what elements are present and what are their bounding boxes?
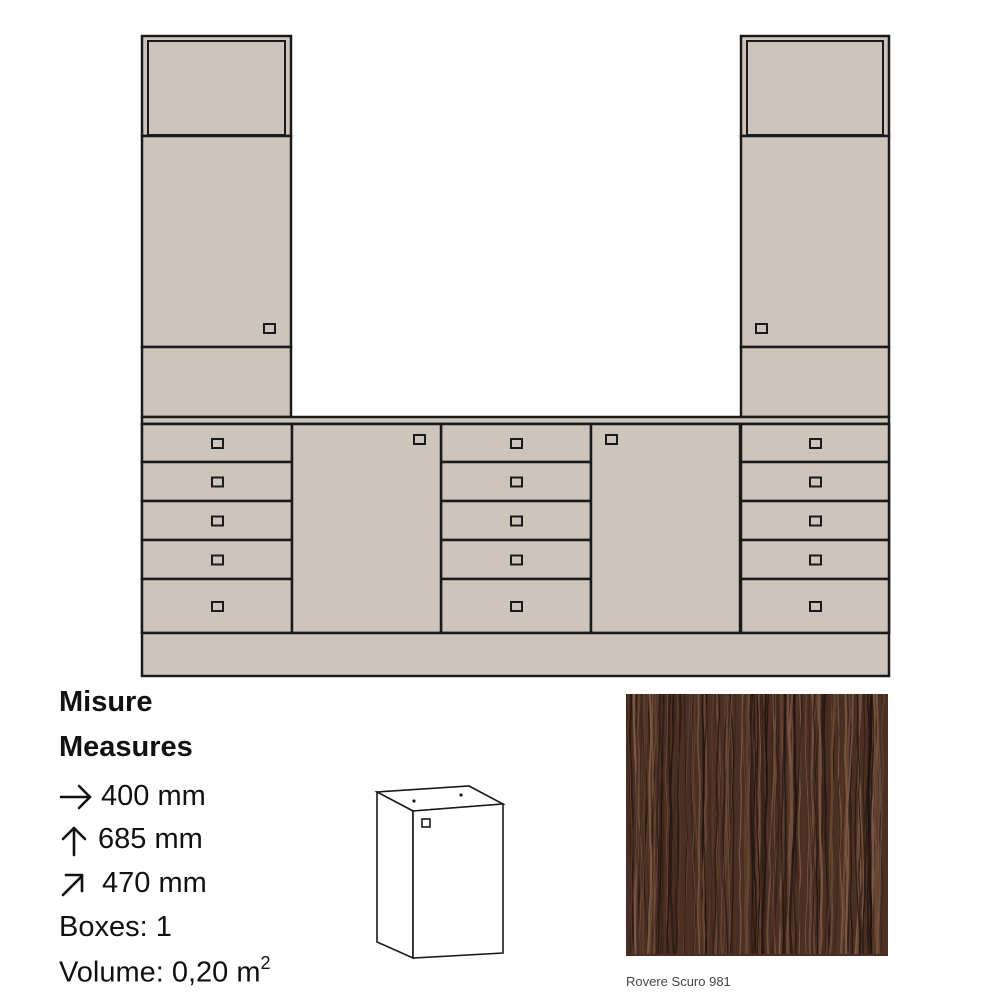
drawer-front (142, 540, 292, 579)
left-tall-column (142, 36, 291, 417)
base-units (142, 424, 889, 633)
drawer-front (142, 462, 292, 501)
arrow-right-icon (61, 786, 90, 808)
cabinet-thumbnail (377, 786, 503, 958)
drawer-front (142, 501, 292, 540)
height-value: 685 mm (98, 823, 203, 855)
boxes-value: Boxes: 1 (59, 911, 172, 943)
finish-swatch (626, 694, 888, 956)
plinth (142, 633, 889, 676)
arrow-up-right-icon (63, 875, 82, 895)
drawer-front (441, 501, 591, 540)
base-door-right (591, 424, 740, 633)
drawer-front (441, 540, 591, 579)
drawer-front (142, 424, 292, 462)
drawer-front (741, 462, 889, 501)
drawer-front (741, 501, 889, 540)
drawer-front (741, 579, 889, 633)
right-tall-column (741, 36, 889, 417)
drawer-front (142, 579, 292, 633)
drawer-front (441, 462, 591, 501)
depth-value: 470 mm (102, 867, 207, 899)
measures-title-en: Measures (59, 731, 193, 763)
base-door-left (292, 424, 441, 633)
drawer-front (441, 579, 591, 633)
width-value: 400 mm (101, 780, 206, 812)
measures-title-it: Misure (59, 686, 153, 718)
drawer-front (741, 424, 889, 462)
volume-value: Volume: 0,20 $m^2$ (59, 953, 271, 989)
drawer-front (741, 540, 889, 579)
drawer-front (441, 424, 591, 462)
finish-name: Rovere Scuro 981 (626, 974, 731, 989)
arrow-up-icon (63, 828, 85, 855)
